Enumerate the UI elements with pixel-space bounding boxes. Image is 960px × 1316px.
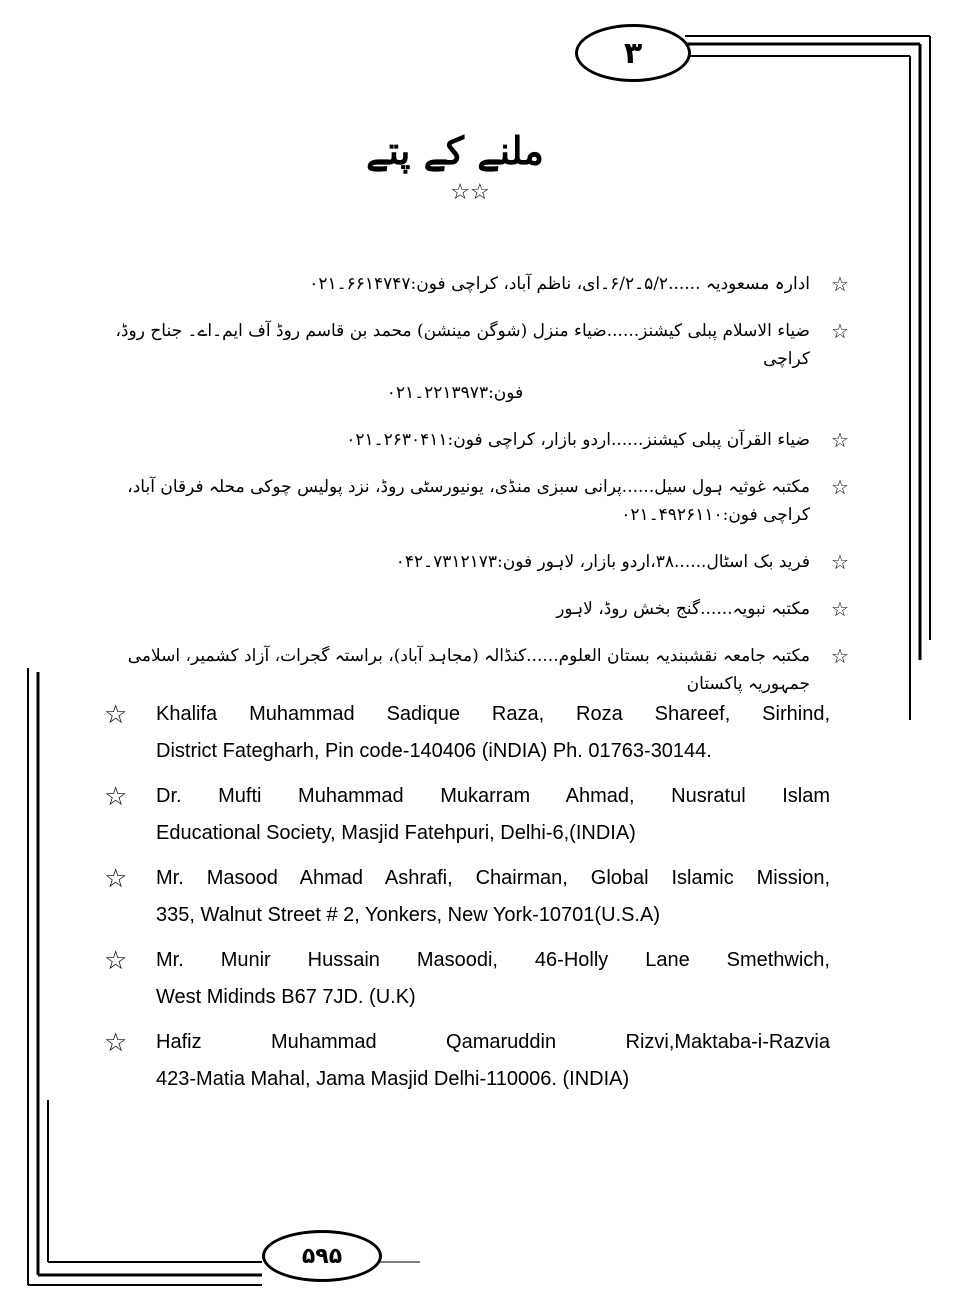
- star-outline-icon: ☆: [104, 945, 128, 975]
- urdu-address: ضیاء القرآن پبلی کیشنز......اردو بازار، کراچی فون:۲۶۳۰۴۱۱۔۰۲۱: [346, 430, 810, 450]
- star-outline-icon: ☆: [831, 272, 849, 296]
- page-title: ملنے کے پتے: [366, 128, 544, 173]
- star-outline-icon: ☆: [831, 428, 849, 452]
- address-line: 335, Walnut Street # 2, Yonkers, New York-10701(U.S.A): [156, 904, 660, 926]
- english-address: [156, 860, 830, 934]
- star-outline-icon: ☆: [831, 319, 849, 343]
- star-outline-icon: ☆: [831, 550, 849, 574]
- chapter-number: ۳: [623, 35, 643, 71]
- address-line: Dr. Mufti Muhammad Mukarram Ahmad, Nusratul Islam: [156, 785, 830, 807]
- page-number-oval: [262, 1230, 382, 1282]
- page-number: ۵۹۵: [301, 1243, 343, 1269]
- english-address-list: [100, 696, 830, 1106]
- address-line: District Fategharh, Pin code-140406 (iNDIA) Ph. 01763-30144.: [156, 740, 712, 762]
- list-item: [100, 860, 830, 934]
- star-outline-icon: ☆: [104, 863, 128, 893]
- address-line: West Midinds B67 7JD. (U.K): [156, 986, 416, 1008]
- star-outline-icon: ☆: [104, 781, 128, 811]
- urdu-address: [100, 317, 810, 407]
- address-line: Educational Society, Masjid Fatehpuri, Delhi-6,(INDIA): [156, 822, 636, 844]
- list-item: [100, 642, 870, 698]
- urdu-address: ادارہ مسعودیہ ......۵/۲۔۶/۲۔ای، ناظم آباد، کراچی فون:۶۶۱۴۷۴۷۔۰۲۱: [309, 274, 810, 294]
- star-outline-icon: ☆: [831, 597, 849, 621]
- chapter-number-oval: [575, 24, 691, 82]
- list-item: [100, 317, 870, 407]
- urdu-address: فرید بک اسٹال......۳۸،اردو بازار، لاہور فون:۷۳۱۲۱۷۳۔۰۴۲: [395, 552, 810, 572]
- list-item: [100, 778, 830, 852]
- urdu-address: مکتبہ نبویہ......گنج بخش روڈ، لاہور: [556, 599, 810, 619]
- list-item: [100, 942, 830, 1016]
- urdu-address-line: ضیاء الاسلام پبلی کیشنز......ضیاء منزل (شوگن مینشن) محمد بن قاسم روڈ آف ایم۔اے۔ جناح روڈ، کراچی: [115, 321, 810, 369]
- urdu-address: مکتبہ غوثیہ ہول سیل......پرانی سبزی منڈی، یونیورسٹی روڈ، نزد پولیس چوکی محلہ فرقان آباد، کراچی فون:۴۹۲۶۱۱۰۔۰۲۱: [127, 477, 810, 525]
- address-line: 423-Matia Mahal, Jama Masjid Delhi-110006. (INDIA): [156, 1068, 630, 1090]
- address-line: Khalifa Muhammad Sadique Raza, Roza Shareef, Sirhind,: [156, 703, 830, 725]
- english-address: [156, 696, 830, 770]
- title-stars: ☆☆: [450, 180, 490, 205]
- star-outline-icon: ☆: [831, 644, 849, 668]
- list-item: [100, 426, 870, 454]
- urdu-address: مکتبہ جامعہ نقشبندیہ بستان العلوم......کنڈالہ (مجاہد آباد)، براستہ گجرات، آزاد کشمیر، اسلامی جمہوریہ پاکستان: [127, 646, 810, 694]
- english-address: [156, 1024, 830, 1098]
- star-outline-icon: ☆: [104, 1027, 128, 1057]
- list-item: [100, 1024, 830, 1098]
- english-address: [156, 942, 830, 1016]
- star-outline-icon: ☆: [831, 475, 849, 499]
- urdu-address-list: [100, 270, 870, 717]
- address-line: Mr. Masood Ahmad Ashrafi, Chairman, Global Islamic Mission,: [156, 867, 830, 889]
- list-item: [100, 696, 830, 770]
- address-line: Hafiz Muhammad Qamaruddin Rizvi,Maktaba-i-Razvia: [156, 1031, 830, 1053]
- urdu-address-phone: فون:۲۲۱۳۹۷۳۔۰۲۱: [386, 383, 524, 403]
- list-item: [100, 473, 870, 529]
- address-line: Mr. Munir Hussain Masoodi, 46-Holly Lane Smethwich,: [156, 949, 830, 971]
- list-item: [100, 548, 870, 576]
- star-outline-icon: ☆: [104, 699, 128, 729]
- english-address: [156, 778, 830, 852]
- list-item: [100, 270, 870, 298]
- list-item: [100, 595, 870, 623]
